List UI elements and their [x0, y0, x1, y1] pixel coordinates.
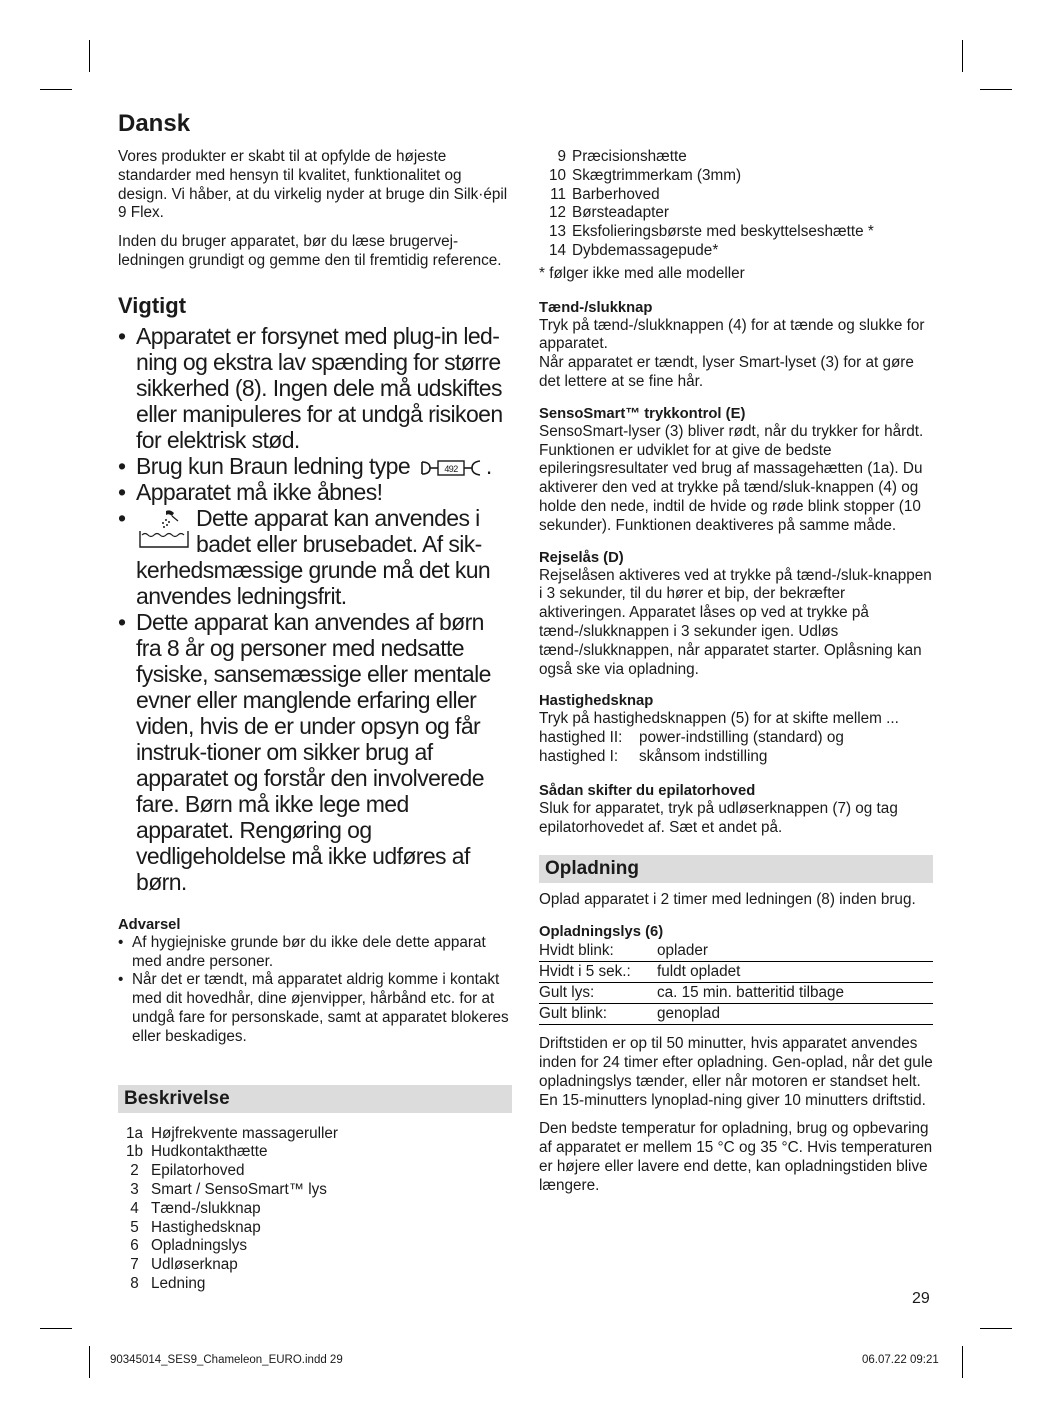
charge-light-table — [539, 941, 933, 1025]
change-head-text: Sluk for apparatet, tryk på udløserknappen (7) og tag epilatorhovedet af. Sæt et andet på. — [539, 799, 898, 836]
list-item: 11 Barberhoved — [550, 185, 660, 203]
table-row: Hvidt i 5 sek.: fuldt opladet — [539, 962, 933, 983]
crop-mark — [89, 1346, 90, 1378]
list-item: 6 Opladningslys — [130, 1237, 248, 1255]
page-number: 29 — [912, 1290, 930, 1307]
shower-bath-icon — [136, 507, 192, 551]
intro-paragraph: Vores produkter er skabt til at opfylde de højeste standarder med hensyn til kvalitet, funktionalitet og design. Vi håber, at du virkelig nyder at bruge din Silk·épil 9 Flex. — [118, 148, 508, 222]
list-item: 2 Epilatorhoved — [130, 1162, 245, 1180]
footer-date: 06.07.22 09:21 — [862, 1354, 939, 1366]
warning-heading: Advarsel — [118, 916, 181, 933]
important-item-text: Brug kun Braun ledning type — [136, 452, 411, 479]
list-item: 3 Smart / SensoSmart™ lys — [130, 1180, 327, 1198]
list-item: 7 Udløserknap — [130, 1256, 238, 1274]
important-item: • Dette apparat kan anvendes af børn fra 8 år og personer med nedsatte fysiske, sansemæssige eller mentale evner eller manglende erfaring eller viden, hvis de er under opsyn og får instruk-tioner om sikker brug af apparatet og forstår den involverede fare. Børn må ikke lege med apparatet. Rengøring og vedligeholdelse må ikke udføres af børn. — [118, 609, 512, 895]
warning-item: • Når det er tændt, må apparatet aldrig komme i kontakt med dit hovedhår, dine øjenvipper, hårbånd etc. for at undgå fare for personskade, samt at apparatet blokeres eller beskadiges. — [118, 971, 512, 1046]
speed-row: hastighed I: skånsom indstilling — [539, 747, 768, 765]
speed-heading: Hastighedsknap — [539, 693, 654, 710]
table-row: Gult lys: ca. 15 min. batteritid tilbage — [539, 983, 933, 1004]
important-item — [118, 453, 512, 479]
change-head-heading: Sådan skifter du epilatorhoved — [539, 782, 756, 799]
table-row: Hvidt blink: oplader — [539, 941, 933, 962]
list-item: 5 Hastighedsknap — [130, 1218, 261, 1236]
runtime-text: Driftstiden er op til 50 minutter, hvis apparatet anvendes inden for 24 timer efter opladning. Gen-oplad, når det gule opladningslys tænder, eller når motoren er standset helt. En 15-minutters lynoplad-ning giver 10 minutters driftstid. — [539, 1035, 933, 1109]
crop-mark — [962, 40, 963, 72]
description-heading: Beskrivelse — [118, 1085, 512, 1113]
list-item: 4 Tænd-/slukknap — [130, 1199, 261, 1217]
list-item: 9 Præcisionshætte — [557, 148, 687, 165]
list-item: 1a Højfrekvente massageruller — [125, 1124, 339, 1142]
crop-mark — [962, 1346, 963, 1378]
list-item: 8 Ledning — [130, 1274, 206, 1292]
sensosmart-heading: SensoSmart™ trykkontrol (E) — [539, 405, 746, 422]
right-column — [539, 148, 933, 1205]
description-list — [118, 1125, 512, 1294]
intro-paragraph: Inden du bruger apparatet, bør du læse brugervej-ledningen grundigt og gemme den til fremtidig reference. — [118, 233, 502, 269]
important-item: • Apparatet er forsynet med plug-in led-ning og ekstra lav spænding for større sikkerhed (8). Ingen dele må udskiftes eller manipuleres for at undgå risikoen for elektrisk stød. — [118, 323, 512, 453]
sensosmart-text: SensoSmart-lyser (3) bliver rødt, når du trykker for hårdt. Funktionen er udviklet for at give de bedste epileringsresultater ved brug af massagehætten (1a). Du aktiverer den ved at trykke på tænd/sluk-knappen (4) og holde den nede, indtil de hvide og røde blink stopper (10 sekunder). Funktionen deaktiveres på samme måde. — [539, 422, 924, 534]
speed-row: hastighed II: power-indstilling (standard) og — [539, 729, 844, 747]
crop-mark — [89, 40, 90, 72]
important-item — [118, 505, 512, 609]
list-item: 13 Eksfolieringsbørste med beskyttelseshætte * — [548, 223, 874, 241]
list-item: 14 Dybdemassagepude* — [548, 241, 719, 259]
important-list — [118, 323, 512, 895]
charging-text: Oplad apparatet i 2 timer med ledningen (8) inden brug. — [539, 891, 916, 909]
cord-type-code: 492 — [444, 463, 458, 474]
important-heading: Vigtigt — [118, 292, 187, 318]
onoff-heading: Tænd-/slukknap — [539, 299, 653, 316]
table-row: Gult blink: genoplad — [539, 1004, 933, 1025]
crop-mark — [980, 1328, 1012, 1329]
crop-mark — [40, 89, 72, 90]
temperature-text: Den bedste temperatur for opladning, brug og opbevaring af apparatet er mellem 15 °C og 35 °C. Hvis temperaturen er højere eller lavere end dette, kan opladningstiden blive længere. — [539, 1120, 933, 1194]
travel-lock-heading: Rejselås (D) — [539, 549, 624, 566]
cord-suffix: . — [485, 452, 492, 479]
description-list-continued — [539, 148, 933, 261]
onoff-text: Tryk på tænd-/slukknappen (4) for at tænde og slukke for apparatet. Når apparatet er tændt, lyser Smart-lyset (3) for at gøre det lettere at se fine hår. — [539, 316, 925, 390]
travel-lock-text: Rejselåsen aktiveres ved at trykke på tænd-/sluk-knappen i 3 sekunder, til du hører et bip, der bekræfter aktiveringen. Apparatet låses op ved at trykke på tænd-/slukknappen i 3 sekunder igen. Udløs tænd-/slukknappen, når apparatet starter. Oplåsning kan også ske via opladning. — [539, 566, 932, 678]
list-item: 12 Børsteadapter — [548, 204, 669, 222]
left-column — [118, 110, 512, 1294]
important-item: • Apparatet må ikke åbnes! — [118, 479, 512, 505]
charging-heading: Opladning — [539, 855, 933, 883]
crop-mark — [40, 1328, 72, 1329]
list-item: 10 Skægtrimmerkam (3mm) — [548, 166, 742, 184]
list-item: 1b Hudkontakthætte — [125, 1143, 268, 1161]
page-title: Dansk — [118, 110, 191, 137]
important-item-text: Dette apparat kan anvendes i badet eller brusebadet. Af sik-kerhedsmæssige grunde må det kun anvendes ledningsfrit. — [136, 504, 491, 609]
crop-mark — [980, 89, 1012, 90]
footer-file: 90345014_SES9_Chameleon_EURO.indd 29 — [110, 1354, 343, 1366]
charge-light-heading: Opladningslys (6) — [539, 924, 664, 941]
cord-type-icon — [420, 458, 486, 478]
warning-item: • Af hygiejniske grunde bør du ikke dele dette apparat med andre personer. — [118, 934, 512, 972]
speed-intro: Tryk på hastighedsknappen (5) for at skifte mellem ... — [539, 710, 899, 728]
footnote: * følger ikke med alle modeller — [539, 264, 745, 282]
warning-list — [118, 934, 512, 1047]
